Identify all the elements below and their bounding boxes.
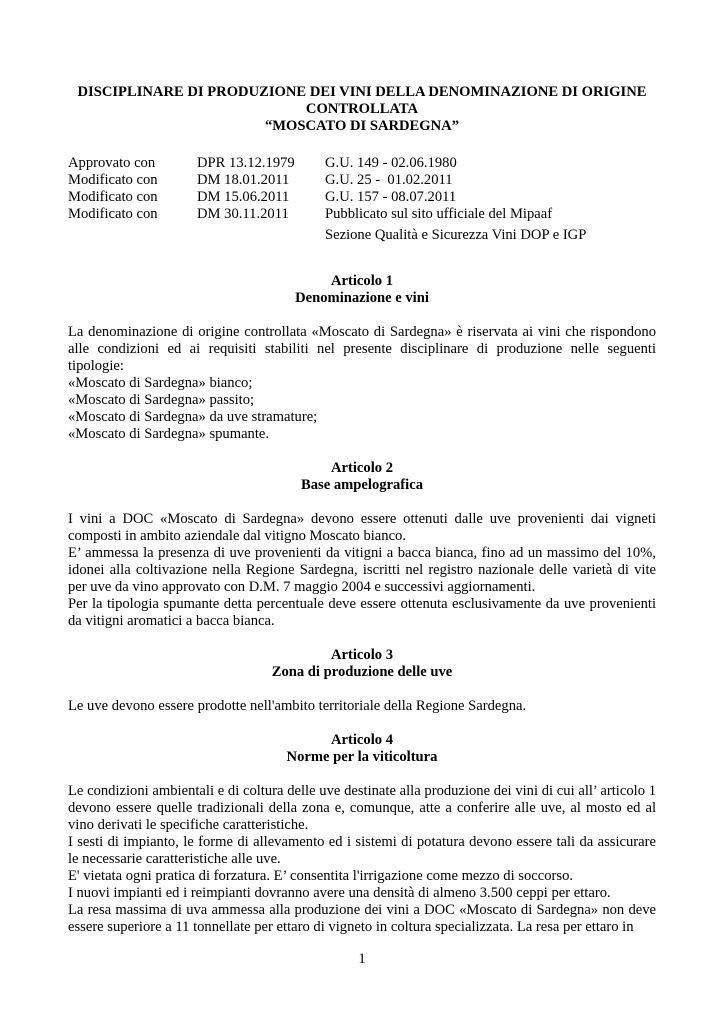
approval-label: Modificato con xyxy=(68,189,158,205)
article-4-paragraph: I sesti di impianto, le forme di allevamento ed i sistemi di potatura devono essere tali da assicurare le necessarie caratteristiche alle uve. xyxy=(68,834,656,867)
approval-row xyxy=(68,172,656,189)
article-number: Articolo 2 xyxy=(330,460,393,476)
article-1-intro: La denominazione di origine controllata «Moscato di Sardegna» è riservata ai vini che rispondono alle condizioni ed ai requisiti stabiliti nel presente disciplinare di produzione nelle seguenti tipologie: xyxy=(68,324,656,374)
approval-label: Modificato con xyxy=(68,172,158,188)
article-4-paragraph: E' vietata ogni pratica di forzatura. E’ consentita l'irrigazione come mezzo di soccorso. xyxy=(68,868,574,884)
article-4-paragraph: I nuovi impianti ed i reimpianti dovranno avere una densità di almeno 3.500 ceppi per ettaro. xyxy=(68,885,611,901)
article-4-header xyxy=(68,732,656,766)
wine-type-item: «Moscato di Sardegna» spumante. xyxy=(68,426,270,442)
article-number: Articolo 3 xyxy=(330,647,393,663)
article-2-paragraph: E’ ammessa la presenza di uve provenienti da vitigni a bacca bianca, fino ad un massimo del 10%, idonei alla coltivazione nella Regione Sardegna, iscritti nel registro nazionale delle varietà di vite per uve da vino approvato con D.M. 7 maggio 2004 e successivi aggiornamenti. xyxy=(68,545,656,595)
document-title xyxy=(68,84,656,135)
approval-ref: G.U. 25 - 01.02.2011 xyxy=(325,172,453,188)
title-line: DISCIPLINARE DI PRODUZIONE DEI VINI DELLA DENOMINAZIONE DI ORIGINE xyxy=(77,84,647,100)
approval-decree: DM 15.06.2011 xyxy=(197,189,290,205)
approval-row-extra xyxy=(68,227,656,244)
article-4-paragraph: Le condizioni ambientali e di coltura delle uve destinate alla produzione dei vini di cui all’ articolo 1 devono essere quelle tradizionali della zona e, comunque, atte a conferire alle uve, al mosto ed al vino derivati le specifiche caratteristiche. xyxy=(68,783,656,833)
approval-row xyxy=(68,155,656,172)
approval-row xyxy=(68,206,656,223)
article-2-paragraph: Per la tipologia spumante detta percentuale deve essere ottenuta esclusivamente da uve provenienti da vitigni aromatici a bacca bianca. xyxy=(68,596,656,629)
approval-ref: G.U. 149 - 02.06.1980 xyxy=(325,155,457,171)
approval-ref: Pubblicato sul sito ufficiale del Mipaaf xyxy=(325,206,553,222)
approval-ref: G.U. 157 - 08.07.2011 xyxy=(325,189,457,205)
approval-row xyxy=(68,189,656,206)
article-2-paragraph: I vini a DOC «Moscato di Sardegna» devono essere ottenuti dalle uve provenienti dai vigneti composti in ambito aziendale dal vitigno Moscato bianco. xyxy=(68,511,656,544)
approval-decree: DM 18.01.2011 xyxy=(197,172,290,188)
article-3-paragraph: Le uve devono essere prodotte nell'ambito territoriale della Regione Sardegna. xyxy=(68,698,527,714)
wine-type-item: «Moscato di Sardegna» passito; xyxy=(68,392,255,408)
article-heading: Zona di produzione delle uve xyxy=(271,664,453,680)
approval-decree: DM 30.11.2011 xyxy=(197,206,289,222)
wine-type-item: «Moscato di Sardegna» da uve stramature; xyxy=(68,409,318,425)
title-line: “MOSCATO DI SARDEGNA” xyxy=(264,118,460,134)
approval-label: Modificato con xyxy=(68,206,158,222)
title-line: CONTROLLATA xyxy=(305,101,419,117)
page-number: 1 xyxy=(358,951,366,967)
approvals-table xyxy=(68,155,656,244)
approval-decree: DPR 13.12.1979 xyxy=(197,155,295,171)
article-4-paragraph: La resa massima di uva ammessa alla produzione dei vini a DOC «Moscato di Sardegna» non deve essere superiore a 11 tonnellate per ettaro di vigneto in coltura specializzata. La resa per ettaro in xyxy=(68,902,656,935)
approval-ref-extra: Sezione Qualità e Sicurezza Vini DOP e IGP xyxy=(325,227,587,243)
article-heading: Base ampelografica xyxy=(301,477,423,493)
article-1-header xyxy=(68,273,656,307)
article-2-header xyxy=(68,460,656,494)
article-number: Articolo 1 xyxy=(330,273,393,289)
document-page xyxy=(68,84,656,936)
article-heading: Norme per la viticoltura xyxy=(286,749,438,765)
article-heading: Denominazione e vini xyxy=(295,290,429,306)
approval-label: Approvato con xyxy=(68,155,156,171)
article-3-header xyxy=(68,647,656,681)
article-number: Articolo 4 xyxy=(330,732,393,748)
wine-type-item: «Moscato di Sardegna» bianco; xyxy=(68,375,253,391)
